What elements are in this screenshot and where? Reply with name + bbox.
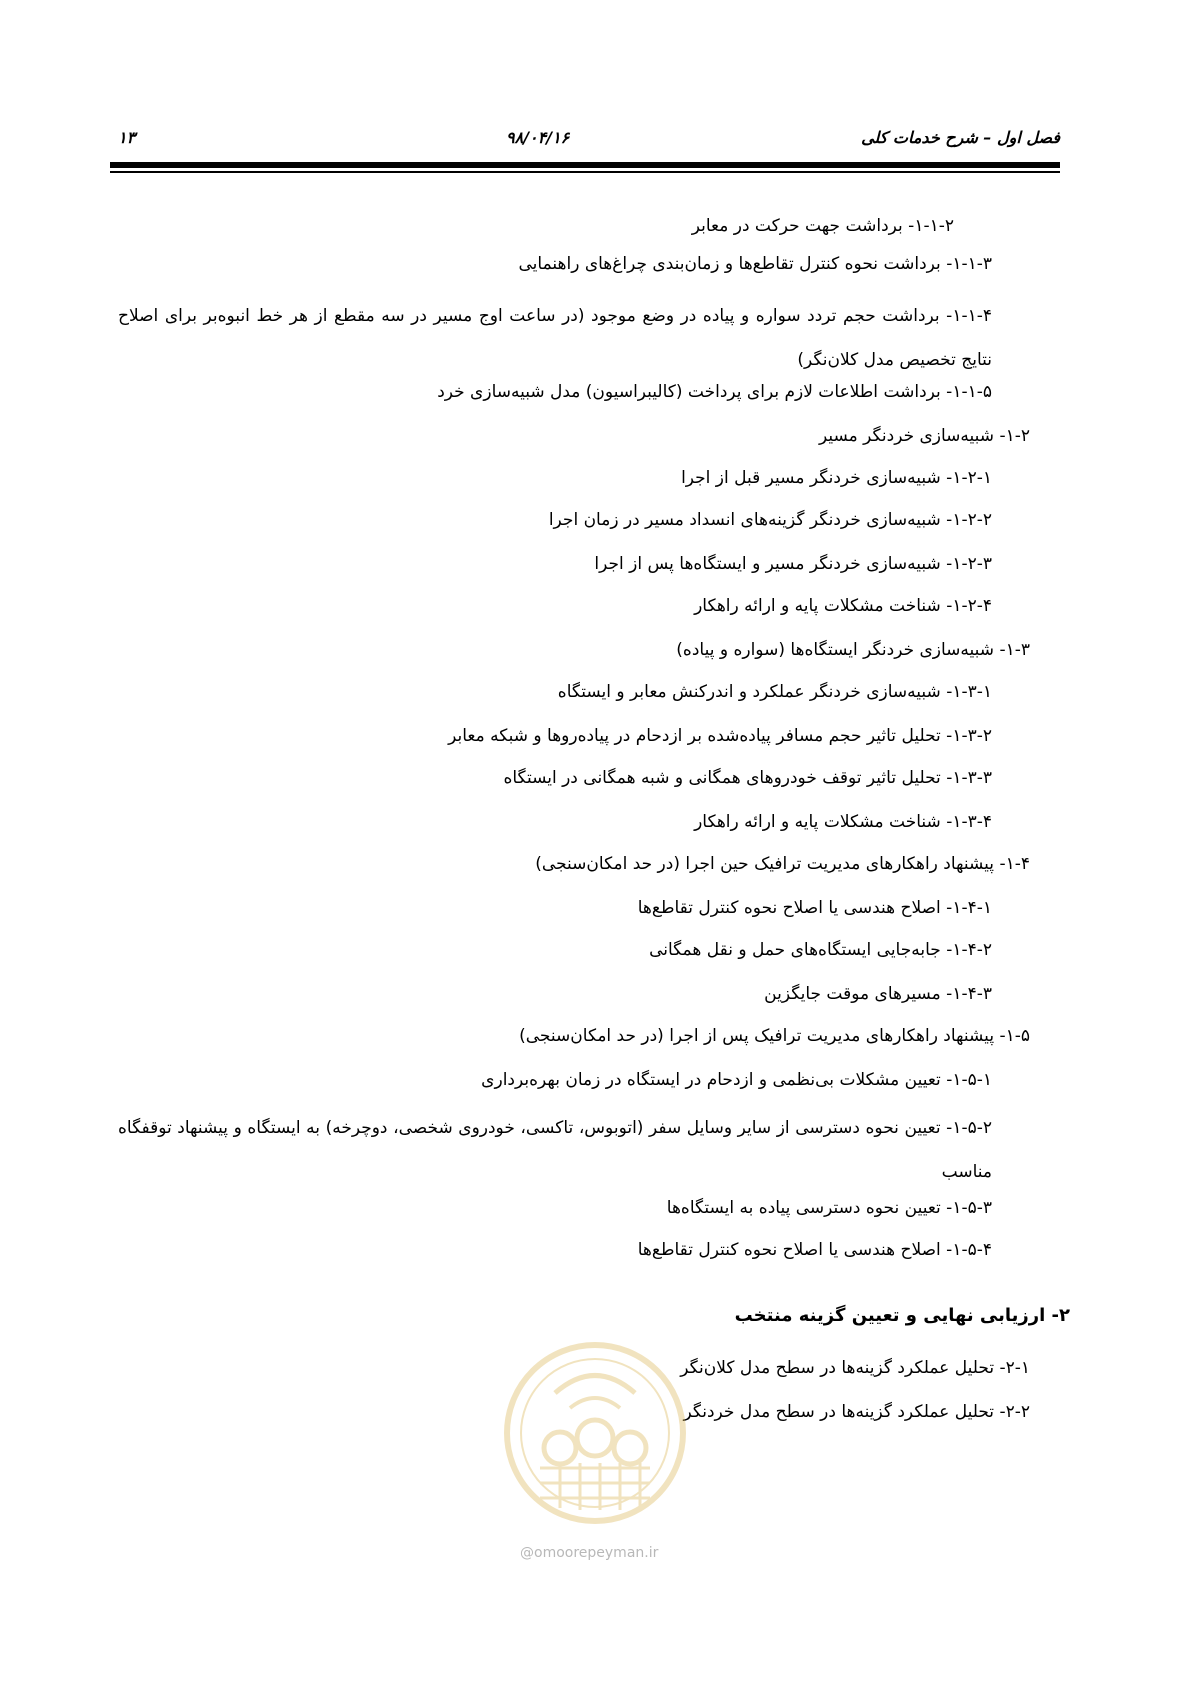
list-item: ۱-۱-۲- برداشت جهت حرکت در معابر <box>691 216 954 236</box>
list-item: ۱-۳-۴- شناخت مشکلات پایه و ارائه راهکار <box>694 812 992 832</box>
header-rule-thick <box>110 162 1060 168</box>
list-item: ۱-۳-۳- تحلیل تاثیر توقف خودروهای همگانی و شبه همگانی در ایستگاه <box>503 768 992 788</box>
chapter-title: فصل اول – شرح خدمات کلی <box>861 128 1060 147</box>
list-item: ۱-۳-۱- شبیه‌سازی خردنگر عملکرد و اندرکنش معابر و ایستگاه <box>557 682 992 702</box>
list-item: ۱-۲-۳- شبیه‌سازی خردنگر مسیر و ایستگاه‌ها پس از اجرا <box>594 554 992 574</box>
list-item: ۱-۵-۱- تعیین مشکلات بی‌نظمی و ازدحام در ایستگاه در زمان بهره‌برداری <box>481 1070 992 1090</box>
list-item: ۱-۵-۲- تعیین نحوه دسترسی از سایر وسایل سفر (اتوبوس، تاکسی، خودروی شخصی، دوچرخه) به ایستگاه و پیشنهاد توقفگاه مناسب <box>118 1118 992 1182</box>
list-item: ۲-۲- تحلیل عملکرد گزینه‌ها در سطح مدل خردنگر <box>683 1402 1030 1422</box>
page-header <box>118 128 1060 158</box>
list-item: ۱-۳-۲- تحلیل تاثیر حجم مسافر پیاده‌شده بر ازدحام در پیاده‌روها و شبکه معابر <box>448 726 992 746</box>
list-item: ۱-۵- پیشنهاد راهکارهای مدیریت ترافیک پس از اجرا (در حد امکان‌سنجی) <box>519 1026 1030 1046</box>
list-item: ۱-۵-۴- اصلاح هندسی یا اصلاح نحوه کنترل تقاطع‌ها <box>637 1240 992 1260</box>
list-item: ۱-۳- شبیه‌سازی خردنگر ایستگاه‌ها (سواره و پیاده) <box>676 640 1030 660</box>
list-item: ۱-۲-۴- شناخت مشکلات پایه و ارائه راهکار <box>694 596 992 616</box>
watermark-site: @omoorepeyman.ir <box>520 1545 659 1561</box>
page-number: ۱۳ <box>118 128 136 147</box>
section-heading: ۲- ارزیابی نهایی و تعیین گزینه منتخب <box>734 1305 1070 1326</box>
watermark-seal-icon <box>500 1338 690 1528</box>
list-item: ۱-۴-۲- جابه‌جایی ایستگاه‌های حمل و نقل همگانی <box>649 940 992 960</box>
list-item: ۱-۵-۳- تعیین نحوه دسترسی پیاده به ایستگاه‌ها <box>666 1198 992 1218</box>
list-item: ۱-۱-۵- برداشت اطلاعات لازم برای پرداخت (کالیبراسیون) مدل شبیه‌سازی خرد <box>437 382 992 402</box>
list-item: ۱-۲- شبیه‌سازی خردنگر مسیر <box>818 426 1030 446</box>
list-item: ۱-۴-۱- اصلاح هندسی یا اصلاح نحوه کنترل تقاطع‌ها <box>637 898 992 918</box>
list-item: ۲-۱- تحلیل عملکرد گزینه‌ها در سطح مدل کلان‌نگر <box>680 1358 1030 1378</box>
header-rule-thin <box>110 171 1060 173</box>
list-item: ۱-۴- پیشنهاد راهکارهای مدیریت ترافیک حین اجرا (در حد امکان‌سنجی) <box>535 854 1030 874</box>
list-item: ۱-۴-۳- مسیرهای موقت جایگزین <box>764 984 992 1004</box>
list-item: ۱-۲-۱- شبیه‌سازی خردنگر مسیر قبل از اجرا <box>681 468 992 488</box>
list-item: ۱-۲-۲- شبیه‌سازی خردنگر گزینه‌های انسداد مسیر در زمان اجرا <box>548 510 992 530</box>
list-item: ۱-۱-۴- برداشت حجم تردد سواره و پیاده در وضع موجود (در ساعت اوج مسیر در سه مقطع از هر خط انبوه‌بر برای اصلاح نتایج تخصیص مدل کلان‌نگر) <box>118 306 992 370</box>
list-item: ۱-۱-۳- برداشت نحوه کنترل تقاطع‌ها و زمان‌بندی چراغ‌های راهنمایی <box>518 254 992 274</box>
document-date: ۹۸/۰۴/۱۶ <box>506 128 570 147</box>
